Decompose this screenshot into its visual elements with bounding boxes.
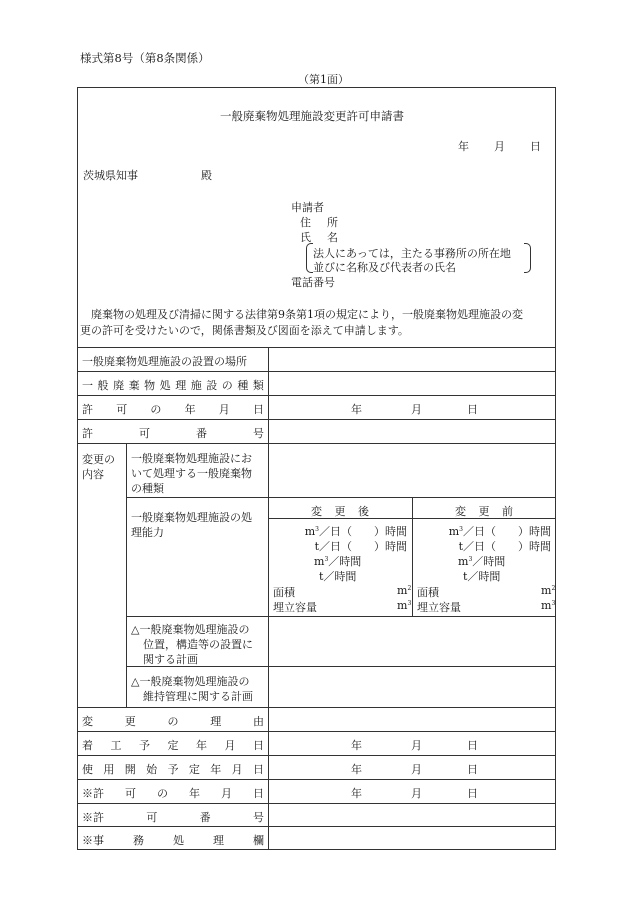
addressee-honorific: 殿 bbox=[201, 169, 212, 182]
location-value-cell[interactable] bbox=[269, 348, 555, 371]
form-number: 様式第8号（第8条関係） bbox=[80, 51, 210, 65]
after-cap-m3-hour bbox=[314, 553, 361, 569]
header-char: 更 bbox=[334, 505, 346, 518]
label-char: 日 bbox=[252, 403, 264, 416]
label-char: の bbox=[221, 379, 233, 392]
label-char: 年 bbox=[196, 739, 207, 752]
label-waste-type-1: 一般廃棄物処理施設にお bbox=[131, 452, 252, 465]
label-char: 棄 bbox=[128, 379, 140, 392]
row-divider bbox=[77, 395, 556, 396]
header-char: 更 bbox=[478, 505, 490, 518]
label-char: ※許 bbox=[82, 811, 104, 824]
label-facility-type bbox=[82, 377, 264, 393]
column-header-before bbox=[455, 503, 513, 519]
before-cap-t-day: t／日（ ）時間 bbox=[458, 540, 551, 553]
unit-superscript: 3 bbox=[407, 600, 412, 607]
label-char: 処 bbox=[159, 379, 171, 392]
maintenance-plan-value-cell[interactable] bbox=[269, 667, 555, 707]
official-permit-number-value-cell[interactable] bbox=[269, 804, 555, 826]
after-area-unit bbox=[397, 584, 411, 597]
label-char: 日 bbox=[253, 763, 264, 776]
before-fill-label: 埋立容量 bbox=[417, 601, 461, 614]
label-char: 月 bbox=[231, 763, 243, 776]
label-char: 使 bbox=[82, 763, 93, 776]
label-char: 一 bbox=[82, 379, 93, 392]
unit-superscript: 3 bbox=[459, 526, 463, 533]
address-label-2: 所 bbox=[327, 216, 338, 229]
address-label-1: 住 bbox=[300, 216, 311, 229]
column-header-after bbox=[311, 503, 369, 519]
after-cap-t-day: t／日（ ）時間 bbox=[314, 540, 407, 553]
label-char: 日 bbox=[253, 787, 264, 800]
ymd-month: 月 bbox=[411, 739, 422, 752]
before-cap-m3-day bbox=[414, 523, 551, 539]
label-char: 開 bbox=[124, 763, 136, 776]
label-char: 月 bbox=[221, 787, 232, 800]
form-title: 一般廃棄物処理施設変更許可申請書 bbox=[220, 109, 404, 123]
header-char: 変 bbox=[311, 505, 322, 518]
ymd-year: 年 bbox=[351, 739, 362, 752]
ymd-day: 日 bbox=[467, 739, 478, 752]
unit-text: m bbox=[458, 555, 469, 568]
header-char: 前 bbox=[502, 505, 513, 518]
unit-text: m bbox=[397, 599, 408, 612]
row-divider bbox=[77, 779, 556, 780]
after-fill-label: 埋立容量 bbox=[273, 601, 317, 614]
label-char: 許 bbox=[82, 403, 93, 416]
unit-text: m bbox=[397, 584, 408, 597]
ymd-day: 日 bbox=[467, 763, 478, 776]
label-char: 定 bbox=[167, 739, 179, 752]
header-char: 変 bbox=[455, 505, 466, 518]
name-label-1: 氏 bbox=[300, 231, 311, 244]
after-cap-m3-day bbox=[270, 523, 407, 539]
label-char: 由 bbox=[253, 715, 264, 728]
ymd-month: 月 bbox=[411, 403, 422, 416]
corporate-note-line1: 法人にあっては，主たる事務所の所在地 bbox=[313, 247, 511, 260]
label-char: 更 bbox=[124, 715, 136, 728]
name-label-2: 名 bbox=[327, 231, 338, 244]
label-char: 年 bbox=[210, 763, 222, 776]
label-change-reason bbox=[82, 713, 264, 729]
label-char: 理 bbox=[175, 379, 187, 392]
label-location: 一般廃棄物処理施設の設置の場所 bbox=[82, 355, 247, 368]
body-text-line2: 更の許可を受けたいので，関係書類及び図面を添えて申請します。 bbox=[80, 324, 409, 337]
label-capacity-2: 理能力 bbox=[131, 526, 164, 539]
label-char: ※許 bbox=[82, 787, 104, 800]
unit-superscript: 3 bbox=[315, 526, 319, 533]
label-char: 変 bbox=[82, 715, 93, 728]
label-waste-type-3: の種類 bbox=[131, 482, 164, 495]
label-char: 日 bbox=[253, 739, 264, 752]
label-char: 理 bbox=[213, 834, 224, 847]
label-char: 定 bbox=[188, 763, 200, 776]
facility-type-value-cell[interactable] bbox=[269, 372, 555, 395]
left-brace bbox=[306, 243, 313, 273]
applicant-heading: 申請者 bbox=[291, 201, 324, 214]
page-label: （第1面） bbox=[298, 73, 349, 86]
label-position-plan-1: △一般廃棄物処理施設の bbox=[131, 623, 250, 636]
label-use-start-date bbox=[82, 761, 264, 777]
label-char: の bbox=[150, 403, 162, 416]
label-char: 可 bbox=[146, 811, 158, 824]
label-char: 種 bbox=[237, 379, 249, 392]
change-content-divider bbox=[126, 443, 127, 707]
label-char: 理 bbox=[210, 715, 222, 728]
label-office-processing bbox=[82, 832, 264, 848]
label-char: 許 bbox=[82, 427, 93, 440]
label-change-content-2: 内容 bbox=[82, 468, 104, 481]
row-divider bbox=[77, 755, 556, 756]
label-char: 可 bbox=[139, 427, 150, 440]
label-official-permit-date bbox=[82, 785, 264, 801]
label-char: 月 bbox=[224, 739, 236, 752]
unit-text: m bbox=[448, 525, 460, 538]
label-char: 可 bbox=[125, 787, 136, 800]
label-char: 着 bbox=[82, 739, 93, 752]
before-fill-unit bbox=[541, 599, 555, 612]
unit-superscript: 3 bbox=[324, 556, 329, 563]
label-waste-type-2: いて処理する一般廃棄物 bbox=[131, 467, 252, 480]
label-char: 可 bbox=[116, 403, 128, 416]
corporate-note-line2: 並びに名称及び代表者の氏名 bbox=[313, 261, 456, 274]
unit-text: m bbox=[314, 555, 325, 568]
label-char: 用 bbox=[103, 763, 115, 776]
label-char: ※事 bbox=[82, 834, 104, 847]
label-char: の bbox=[167, 715, 179, 728]
office-processing-value-cell[interactable] bbox=[269, 827, 555, 849]
label-char: 番 bbox=[199, 811, 211, 824]
unit-text: m bbox=[541, 599, 552, 612]
date-year: 年 bbox=[458, 140, 469, 153]
phone-label: 電話番号 bbox=[291, 276, 335, 289]
label-char: 物 bbox=[144, 379, 156, 392]
before-cap-t-hour: t／時間 bbox=[463, 570, 501, 583]
before-cap-m3-hour bbox=[458, 553, 505, 569]
ymd-month: 月 bbox=[411, 787, 422, 800]
label-char: 工 bbox=[110, 739, 122, 752]
before-area-unit bbox=[541, 584, 555, 597]
label-permit-number bbox=[82, 425, 264, 441]
header-char: 後 bbox=[358, 505, 369, 518]
label-char: 年 bbox=[189, 787, 200, 800]
unit-text: ／時間 bbox=[328, 555, 362, 568]
date-month: 月 bbox=[494, 140, 505, 153]
label-char: 号 bbox=[252, 811, 264, 824]
label-char: 始 bbox=[146, 763, 158, 776]
label-char: 号 bbox=[253, 427, 264, 440]
label-char: 年 bbox=[184, 403, 196, 416]
label-position-plan-2: 位置，構造等の設置に bbox=[143, 638, 253, 651]
unit-text: ／日（ ）時間 bbox=[319, 525, 407, 538]
label-construction-date bbox=[82, 737, 264, 753]
unit-superscript: 2 bbox=[407, 585, 412, 592]
ymd-year: 年 bbox=[351, 403, 362, 416]
label-maintenance-plan-1: △一般廃棄物処理施設の bbox=[131, 675, 250, 688]
label-char: 処 bbox=[173, 834, 184, 847]
label-char: 欄 bbox=[253, 834, 264, 847]
waste-type-value-cell[interactable] bbox=[269, 444, 555, 497]
after-fill-unit bbox=[397, 599, 411, 612]
permit-number-value-cell[interactable] bbox=[269, 420, 555, 443]
label-maintenance-plan-2: 維持管理に関する計画 bbox=[143, 690, 253, 703]
unit-text: ／日（ ）時間 bbox=[463, 525, 551, 538]
body-text-line1: 廃棄物の処理及び清掃に関する法律第9条第1項の規定により，一般廃棄物処理施設の変 bbox=[91, 308, 523, 321]
label-change-content-1: 変更の bbox=[82, 453, 115, 466]
ymd-day: 日 bbox=[467, 787, 478, 800]
row-divider bbox=[77, 731, 556, 732]
label-char: 予 bbox=[167, 763, 179, 776]
position-plan-value-cell[interactable] bbox=[269, 617, 555, 666]
after-cap-t-hour: t／時間 bbox=[319, 570, 357, 583]
row-divider bbox=[126, 497, 556, 498]
after-area-label: 面積 bbox=[273, 586, 295, 599]
label-char: の bbox=[157, 787, 168, 800]
label-char: 月 bbox=[218, 403, 230, 416]
ymd-day: 日 bbox=[467, 403, 478, 416]
label-char: 務 bbox=[133, 834, 144, 847]
label-permit-date bbox=[82, 401, 264, 417]
after-before-divider bbox=[412, 497, 413, 616]
ymd-year: 年 bbox=[351, 763, 362, 776]
label-char: 廃 bbox=[113, 379, 125, 392]
unit-text: ／時間 bbox=[472, 555, 506, 568]
ymd-year: 年 bbox=[351, 787, 362, 800]
label-official-permit-number bbox=[82, 809, 264, 825]
label-char: 般 bbox=[97, 379, 109, 392]
change-reason-value-cell[interactable] bbox=[269, 708, 555, 731]
label-char: 予 bbox=[139, 739, 150, 752]
label-position-plan-3: 関する計画 bbox=[143, 653, 198, 666]
label-capacity-1: 一般廃棄物処理施設の処 bbox=[131, 511, 252, 524]
unit-superscript: 2 bbox=[551, 585, 556, 592]
right-brace bbox=[524, 243, 531, 273]
unit-text: m bbox=[541, 584, 552, 597]
label-char: 類 bbox=[252, 379, 264, 392]
unit-text: m bbox=[304, 525, 316, 538]
before-area-label: 面積 bbox=[417, 586, 439, 599]
label-char: 設 bbox=[206, 379, 218, 392]
date-day: 日 bbox=[530, 140, 541, 153]
addressee-name: 茨城県知事 bbox=[83, 169, 138, 182]
label-char: 番 bbox=[196, 427, 207, 440]
ymd-month: 月 bbox=[411, 763, 422, 776]
unit-superscript: 3 bbox=[468, 556, 473, 563]
unit-superscript: 3 bbox=[551, 600, 556, 607]
label-char: 施 bbox=[190, 379, 202, 392]
